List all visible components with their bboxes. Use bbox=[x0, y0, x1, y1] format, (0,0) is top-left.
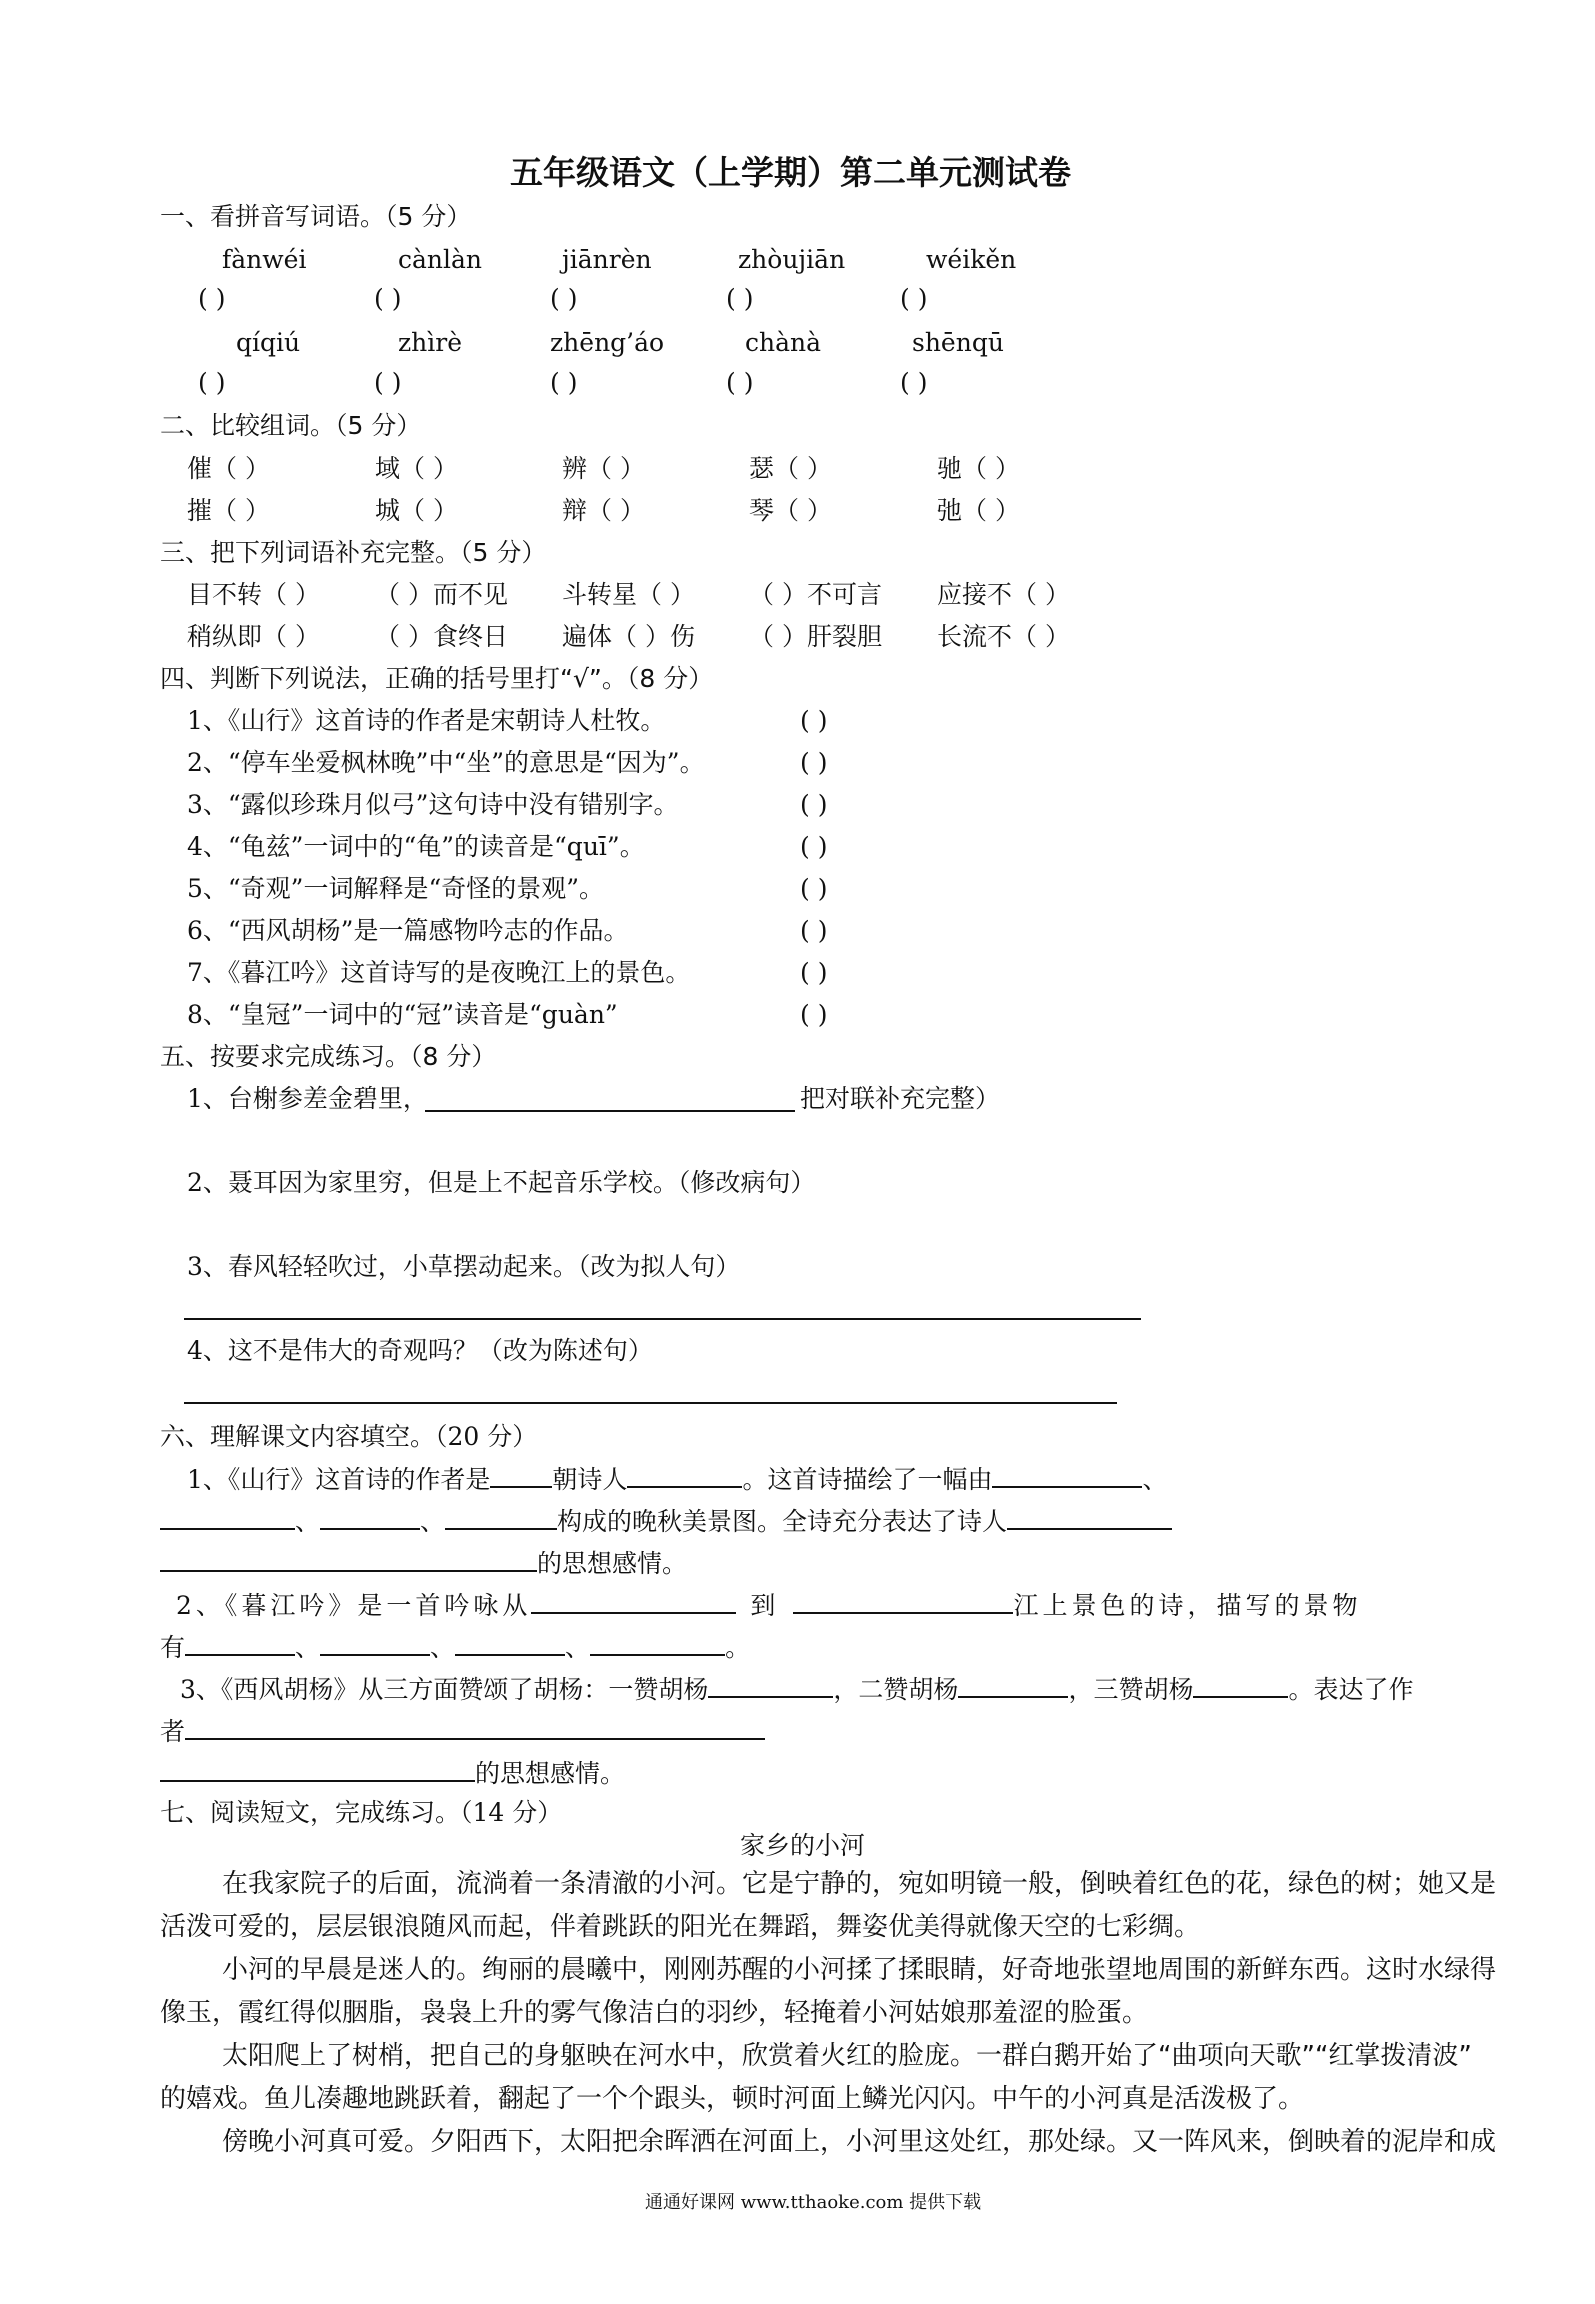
word-item[interactable]: 催（ ） bbox=[187, 454, 270, 483]
answer-line[interactable] bbox=[160, 1506, 295, 1530]
text: 的思想感情。 bbox=[475, 1759, 626, 1788]
section-7-heading: 七、阅读短文，完成练习。（14 分） bbox=[160, 1798, 563, 1827]
text: 、 bbox=[295, 1507, 321, 1536]
text: 。 bbox=[725, 1633, 751, 1662]
answer-line[interactable] bbox=[185, 1632, 295, 1656]
word-item[interactable]: 辩（ ） bbox=[562, 496, 645, 525]
judgement-item: 3、“露似珍珠月似弓”这句诗中没有错别字。 bbox=[187, 790, 679, 819]
answer-line[interactable] bbox=[185, 1716, 765, 1740]
judgement-item: 1、《山行》这首诗的作者是宋朝诗人杜牧。 bbox=[187, 706, 666, 735]
word-item[interactable]: 瑟（ ） bbox=[749, 454, 832, 483]
answer-line[interactable] bbox=[320, 1632, 430, 1656]
text: 者 bbox=[160, 1717, 186, 1746]
exercise-5-1: 1、台榭参差金碧里， bbox=[187, 1084, 428, 1113]
word-item[interactable]: 城（ ） bbox=[375, 496, 458, 525]
judgement-item: 4、“龟兹”一词中的“龟”的读音是“quī”。 bbox=[187, 832, 645, 861]
exercise-6-1-cont bbox=[160, 1506, 1172, 1534]
judgement-paren[interactable]: ( ) bbox=[800, 748, 828, 777]
article-paragraph: 活泼可爱的，层层银浪随风而起，伴着跳跃的阳光在舞蹈，舞姿优美得就像天空的七彩绸。 bbox=[160, 1912, 1201, 1942]
judgement-paren[interactable]: ( ) bbox=[800, 706, 828, 735]
judgement-item: 5、“奇观”一词解释是“奇怪的景观”。 bbox=[187, 874, 605, 903]
judgement-item: 6、“西风胡杨”是一篇感物吟志的作品。 bbox=[187, 916, 629, 945]
exercise-5-4: 4、这不是伟大的奇观吗？（改为陈述句） bbox=[187, 1336, 653, 1365]
answer-line[interactable] bbox=[1007, 1506, 1172, 1530]
judgement-paren[interactable]: ( ) bbox=[800, 958, 828, 987]
text: 江上景色的诗，描写的景物 bbox=[1013, 1591, 1362, 1620]
answer-blank[interactable]: ( ) bbox=[374, 368, 402, 397]
article-paragraph: 像玉，霞红得似胭脂，袅袅上升的雾气像洁白的羽纱，轻掩着小河姑娘那羞涩的脸蛋。 bbox=[160, 1998, 1149, 2028]
word-item[interactable]: 辨（ ） bbox=[562, 454, 645, 483]
exercise-6-1-end bbox=[160, 1548, 687, 1576]
section-5-heading: 五、按要求完成练习。（8 分） bbox=[160, 1042, 497, 1071]
answer-line[interactable] bbox=[160, 1548, 537, 1572]
exercise-5-3: 3、春风轻轻吹过，小草摆动起来。（改为拟人句） bbox=[187, 1252, 741, 1281]
judgement-item: 8、“皇冠”一词中的“冠”读音是“guàn” bbox=[187, 1000, 618, 1029]
answer-blank[interactable]: ( ) bbox=[550, 284, 578, 313]
answer-line[interactable] bbox=[958, 1674, 1068, 1698]
idiom-item[interactable]: 目不转（ ） bbox=[187, 580, 320, 609]
section-3-heading: 三、把下列词语补充完整。（5 分） bbox=[160, 538, 547, 567]
text: 2、《暮江吟》是一首吟咏从 bbox=[176, 1591, 532, 1620]
text: 的思想感情。 bbox=[537, 1549, 688, 1578]
idiom-item[interactable]: 斗转星（ ） bbox=[562, 580, 695, 609]
exercise-6-3-cont bbox=[160, 1716, 765, 1744]
section-1-heading: 一、看拼音写词语。（5 分） bbox=[160, 202, 472, 231]
pinyin-8: zhēng’áo bbox=[550, 328, 665, 357]
judgement-item: 2、“停车坐爱枫林晚”中“坐”的意思是“因为”。 bbox=[187, 748, 705, 777]
article-paragraph: 小河的早晨是迷人的。绚丽的晨曦中，刚刚苏醒的小河揉了揉眼睛，好奇地张望地周围的新鲜东西。这时水绿得 bbox=[222, 1955, 1497, 1985]
answer-line[interactable] bbox=[590, 1632, 725, 1656]
answer-blank[interactable]: ( ) bbox=[726, 284, 754, 313]
answer-line[interactable] bbox=[531, 1590, 736, 1614]
answer-blank[interactable]: ( ) bbox=[550, 368, 578, 397]
text: 、 bbox=[565, 1633, 591, 1662]
exercise-6-3-end bbox=[160, 1758, 625, 1786]
idiom-item[interactable]: （ ）而不见 bbox=[375, 580, 508, 609]
word-item[interactable]: 弛（ ） bbox=[937, 496, 1020, 525]
answer-line[interactable] bbox=[184, 1402, 1117, 1404]
answer-blank[interactable]: ( ) bbox=[198, 284, 226, 313]
answer-line[interactable] bbox=[793, 1590, 1013, 1614]
text: 、 bbox=[430, 1633, 456, 1662]
pinyin-6: qíqiú bbox=[236, 328, 301, 357]
text: 到 bbox=[750, 1591, 780, 1620]
footer-credit: 通通好课网 www.tthaoke.com 提供下载 bbox=[645, 2192, 982, 2213]
text: 有 bbox=[160, 1633, 186, 1662]
answer-line[interactable] bbox=[184, 1318, 1141, 1320]
idiom-item[interactable]: （ ）食终日 bbox=[375, 622, 508, 651]
exercise-6-3 bbox=[180, 1674, 1413, 1702]
article-paragraph: 太阳爬上了树梢，把自己的身躯映在河水中，欣赏着火红的脸庞。一群白鹅开始了“曲项向天歌”“红掌拨清波” bbox=[222, 2041, 1472, 2071]
answer-line[interactable] bbox=[1193, 1674, 1288, 1698]
idiom-item[interactable]: 长流不（ ） bbox=[937, 622, 1070, 651]
text: ，三赞胡杨 bbox=[1068, 1675, 1194, 1704]
word-item[interactable]: 摧（ ） bbox=[187, 496, 270, 525]
idiom-item[interactable]: （ ）肝裂胆 bbox=[749, 622, 882, 651]
section-4-heading: 四、判断下列说法，正确的括号里打“√”。（8 分） bbox=[160, 664, 714, 693]
answer-blank[interactable]: ( ) bbox=[900, 368, 928, 397]
answer-line[interactable] bbox=[992, 1464, 1142, 1488]
answer-line[interactable] bbox=[320, 1506, 420, 1530]
answer-line[interactable] bbox=[708, 1674, 833, 1698]
pinyin-4: zhòujiān bbox=[738, 245, 846, 274]
answer-line[interactable] bbox=[425, 1110, 795, 1112]
answer-blank[interactable]: ( ) bbox=[900, 284, 928, 313]
pinyin-1: fànwéi bbox=[222, 245, 307, 274]
text: 、 bbox=[420, 1507, 446, 1536]
exercise-5-1-note: 把对联补充完整） bbox=[800, 1084, 1001, 1113]
answer-blank[interactable]: ( ) bbox=[198, 368, 226, 397]
text: 。表达了作 bbox=[1288, 1675, 1414, 1704]
idiom-item[interactable]: （ ）不可言 bbox=[749, 580, 882, 609]
text: 1、《山行》这首诗的作者是 bbox=[187, 1465, 491, 1494]
text: 构成的晚秋美景图。全诗充分表达了诗人 bbox=[557, 1507, 1008, 1536]
answer-line[interactable] bbox=[160, 1758, 475, 1782]
answer-blank[interactable]: ( ) bbox=[726, 368, 754, 397]
word-item[interactable]: 驰（ ） bbox=[937, 454, 1020, 483]
section-2-heading: 二、比较组词。（5 分） bbox=[160, 411, 422, 440]
answer-line[interactable] bbox=[627, 1464, 742, 1488]
judgement-paren[interactable]: ( ) bbox=[800, 832, 828, 861]
article-paragraph: 傍晚小河真可爱。夕阳西下，太阳把余晖洒在河面上，小河里这处红，那处绿。又一阵风来，倒映着的泥岸和成 bbox=[222, 2127, 1497, 2157]
pinyin-2: cànlàn bbox=[398, 245, 483, 274]
pinyin-10: shēnqū bbox=[912, 328, 1004, 357]
pinyin-3: jiānrèn bbox=[562, 245, 652, 274]
text: 朝诗人 bbox=[552, 1465, 628, 1494]
article-title: 家乡的小河 bbox=[740, 1831, 866, 1860]
word-item[interactable]: 域（ ） bbox=[375, 454, 458, 483]
answer-line[interactable] bbox=[445, 1506, 557, 1530]
word-item[interactable]: 琴（ ） bbox=[749, 496, 832, 525]
judgement-paren[interactable]: ( ) bbox=[800, 874, 828, 903]
exercise-5-2: 2、聂耳因为家里穷，但是上不起音乐学校。（修改病句） bbox=[187, 1168, 816, 1197]
exercise-6-2 bbox=[176, 1590, 1361, 1618]
idiom-item[interactable]: 稍纵即（ ） bbox=[187, 622, 320, 651]
article-paragraph: 在我家院子的后面，流淌着一条清澈的小河。它是宁静的，宛如明镜一般，倒映着红色的花，绿色的树；她又是 bbox=[222, 1869, 1497, 1899]
text: 。这首诗描绘了一幅由 bbox=[742, 1465, 993, 1494]
idiom-item[interactable]: 应接不（ ） bbox=[937, 580, 1070, 609]
text: 、 bbox=[295, 1633, 321, 1662]
pinyin-9: chànà bbox=[745, 328, 822, 357]
answer-line[interactable] bbox=[455, 1632, 565, 1656]
judgement-paren[interactable]: ( ) bbox=[800, 916, 828, 945]
exercise-6-1 bbox=[187, 1464, 1167, 1492]
idiom-item[interactable]: 遍体（ ）伤 bbox=[562, 622, 695, 651]
pinyin-5: wéikěn bbox=[926, 245, 1017, 274]
judgement-paren[interactable]: ( ) bbox=[800, 790, 828, 819]
text: ，二赞胡杨 bbox=[833, 1675, 959, 1704]
answer-line[interactable] bbox=[490, 1464, 552, 1488]
article-paragraph: 的嬉戏。鱼儿凑趣地跳跃着，翻起了一个个跟头，顿时河面上鳞光闪闪。中午的小河真是活泼极了。 bbox=[160, 2084, 1305, 2114]
section-6-heading: 六、理解课文内容填空。（20 分） bbox=[160, 1422, 538, 1451]
judgement-paren[interactable]: ( ) bbox=[800, 1000, 828, 1029]
answer-blank[interactable]: ( ) bbox=[374, 284, 402, 313]
text: 3、《西风胡杨》从三方面赞颂了胡杨：一赞胡杨 bbox=[180, 1675, 709, 1704]
pinyin-7: zhìrè bbox=[398, 328, 463, 357]
judgement-item: 7、《暮江吟》这首诗写的是夜晚江上的景色。 bbox=[187, 958, 691, 987]
page-title: 五年级语文（上学期）第二单元测试卷 bbox=[510, 153, 1071, 192]
exercise-6-2-cont bbox=[160, 1632, 750, 1660]
text: 、 bbox=[1142, 1465, 1168, 1494]
